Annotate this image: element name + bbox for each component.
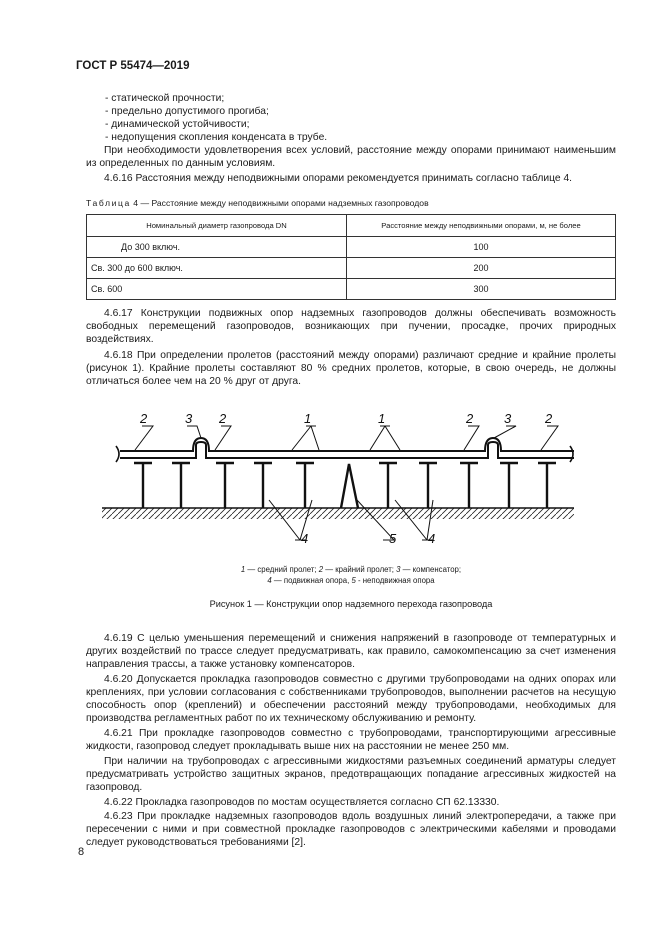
legend-text: — средний пролет; xyxy=(245,565,319,574)
movable-support xyxy=(216,463,234,508)
conditions-list xyxy=(105,92,327,144)
callout-label: 5 xyxy=(389,531,397,546)
callout-label: 4 xyxy=(301,531,309,546)
callout-label: 3 xyxy=(185,411,193,426)
page-number: 8 xyxy=(78,846,85,858)
paragraph-4-6-23: 4.6.23 При прокладке надземных газопроводов вдоль воздушных линий электропередачи, а также при пересечении с ними и при совместной прокладке газопроводов с электрическими кабелями и проводами следует руководствоваться требованиями [2]. xyxy=(86,811,616,848)
pipe-break-left xyxy=(116,446,119,462)
legend-number: 5 xyxy=(351,576,356,585)
table-header-diameter: Номинальный диаметр газопровода DN xyxy=(87,215,347,237)
table-cell: 300 xyxy=(347,279,616,300)
table-cell: До 300 включ. xyxy=(87,237,347,258)
table-cell: Св. 300 до 600 включ. xyxy=(87,258,347,279)
pipe-top-line xyxy=(120,438,574,451)
gas-pipeline xyxy=(116,438,574,462)
pipe-outline-helper xyxy=(120,438,574,459)
legend-number: 3 xyxy=(396,565,401,574)
movable-support xyxy=(254,463,272,508)
callout-label: 3 xyxy=(504,411,512,426)
callout-label: 4 xyxy=(428,531,436,546)
figure-caption: Рисунок 1 — Конструкции опор надземного перехода газопровода xyxy=(209,599,493,609)
table-header-row xyxy=(87,215,616,237)
movable-support xyxy=(172,463,190,508)
callout-label: 1 xyxy=(378,411,386,426)
paragraph-aggressive-liquids: При наличии на трубопроводах с агрессивными жидкостями разъемных соединений арматуры следует предусматривать устройство защитных экранов, предотвращающих попадание агрессивных жидкостей на газопровод. xyxy=(86,756,616,793)
table-4 xyxy=(86,214,616,300)
figure-legend-line-2 xyxy=(86,575,616,586)
list-item: - недопущения скопления конденсата в трубе. xyxy=(105,132,328,143)
list-item: - предельно допустимого прогиба; xyxy=(105,106,269,117)
list-item: - статической прочности; xyxy=(105,93,225,104)
paragraph-4-6-17: 4.6.17 Конструкции подвижных опор надземных газопроводов должны обеспечивать возможность свободных перемещений газопроводов, возникающих при пучении, просадке, прочих природных воздействиях. xyxy=(86,308,616,345)
movable-support xyxy=(379,463,397,508)
table-cell: Св. 600 xyxy=(87,279,347,300)
movable-support xyxy=(500,463,518,508)
legend-number: 1 xyxy=(240,565,246,574)
ground xyxy=(102,508,574,519)
figure-legend-line-1 xyxy=(86,564,616,575)
table-header-distance: Расстояние между неподвижными опорами, м, не более xyxy=(347,215,616,237)
paragraph-4-6-18: 4.6.18 При определении пролетов (расстояний между опорами) различают средние и крайние пролеты (рисунок 1). Крайние пролеты составляют 80 % средних пролетов, которые, в свою очередь, не должны отличаться более чем на 20 % друг от друга. xyxy=(86,350,616,387)
table-caption xyxy=(86,198,429,208)
document-header: ГОСТ Р 55474—2019 xyxy=(76,60,190,72)
table-cell: 100 xyxy=(347,237,616,258)
table-caption-word: Таблица xyxy=(86,198,131,208)
table-row xyxy=(87,279,616,300)
callout-label: 2 xyxy=(545,411,553,426)
legend-text: — компенсатор; xyxy=(400,565,462,574)
callout-label: 2 xyxy=(219,411,227,426)
callout-label: 2 xyxy=(466,411,474,426)
movable-support xyxy=(134,463,152,508)
table-cell: 200 xyxy=(347,258,616,279)
movable-support xyxy=(419,463,437,508)
paragraph-4-6-22: 4.6.22 Прокладка газопроводов по мостам осуществляется согласно СП 62.13330. xyxy=(104,797,500,808)
legend-text: — крайний пролет; xyxy=(323,565,397,574)
ground-hatching xyxy=(102,508,574,519)
legend-text: — подвижная опора, xyxy=(271,576,352,585)
list-item: - динамической устойчивости; xyxy=(105,119,250,130)
callout-label: 2 xyxy=(140,411,148,426)
paragraph-conditions: При необходимости удовлетворения всех условий, расстояние между опорами принимают наименьшим из определенных по данным условиям. xyxy=(86,145,616,169)
movable-support xyxy=(538,463,556,508)
callout-label: 1 xyxy=(304,411,312,426)
legend-number: 4 xyxy=(267,576,272,585)
table-row xyxy=(87,258,616,279)
table-row xyxy=(87,237,616,258)
legend-text: - неподвижная опора xyxy=(355,576,435,585)
figure-1-diagram xyxy=(100,400,580,548)
movable-support xyxy=(460,463,478,508)
paragraph-4-6-16: 4.6.16 Расстояния между неподвижными опорами рекомендуется принимать согласно таблице 4. xyxy=(104,173,573,184)
table-caption-text: 4 — Расстояние между неподвижными опорами надземных газопроводов xyxy=(133,198,429,208)
legend-number: 2 xyxy=(318,565,324,574)
paragraph-4-6-19: 4.6.19 С целью уменьшения перемещений и снижения напряжений в газопроводе от температурных и других воздействий по трассе следует предусматривать, как правило, самокомпенсацию за счет изменения направления трассы, а также установку компенсаторов. xyxy=(86,633,616,670)
pipe-break-right xyxy=(570,446,573,462)
paragraph-4-6-20: 4.6.20 Допускается прокладка газопроводов совместно с другими трубопроводами на одних опорах или креплениях, при условии согласования с собственниками трубопроводов, выполнении расчетов на несущую способность опор (креплений) и обеспечении расстояний между трубопроводами, необходимых для производства регламентных работ по их техническому обслуживанию и ремонту. xyxy=(86,674,616,724)
fixed-support xyxy=(341,464,358,508)
paragraph-4-6-21: 4.6.21 При прокладке газопроводов совместно с трубопроводами, транспортирующими агрессивные жидкости, газопровод следует прокладывать выше них на расстоянии не менее 250 мм. xyxy=(86,728,616,752)
